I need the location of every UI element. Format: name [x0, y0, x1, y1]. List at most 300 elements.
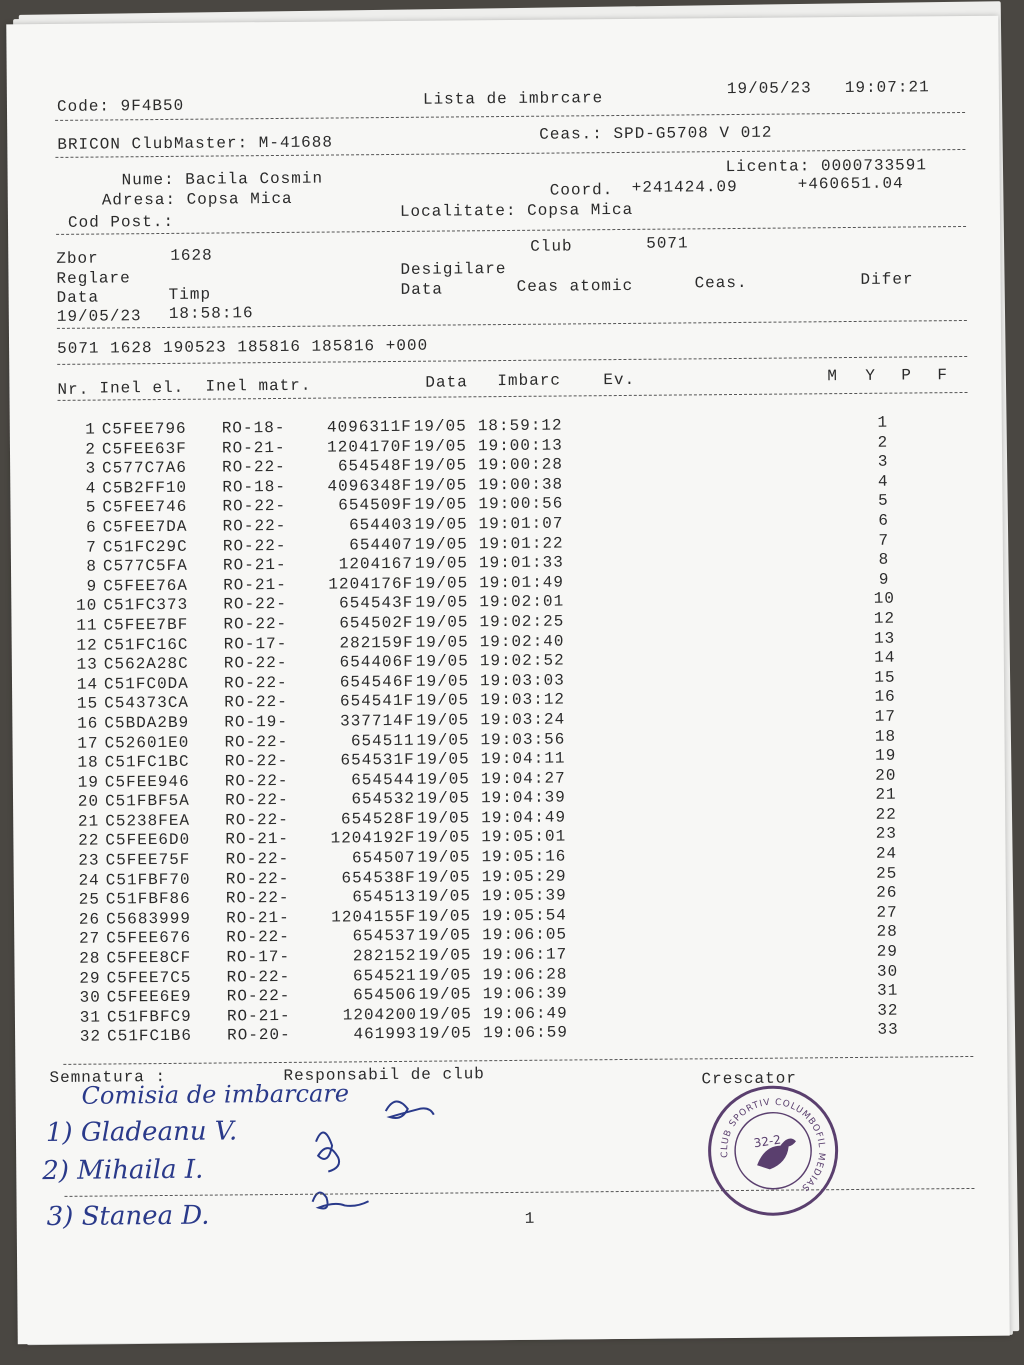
row-m: 2: [877, 433, 889, 452]
basketing-table: [58, 413, 983, 1048]
row-ring-prefix: RO-22-: [223, 595, 288, 614]
row-nr: 6: [85, 518, 97, 537]
row-ring-prefix: RO-22-: [225, 810, 289, 830]
row-inel-el: C5FEE676: [106, 929, 192, 948]
row-ev: [560, 629, 870, 651]
row-date: 19/05: [418, 985, 472, 1005]
coord-label: Coord.: [549, 181, 614, 200]
row-inel-el: C51FC0DA: [103, 674, 189, 694]
row-ring-prefix: RO-17-: [226, 947, 291, 967]
row-time: 19:04:11: [480, 749, 566, 769]
row-nr: 15: [76, 694, 99, 714]
row-inel-matr: 654403: [348, 515, 413, 535]
row-nr: 18: [77, 753, 99, 772]
page-number: 1: [524, 1209, 536, 1228]
row-ev: [559, 610, 869, 632]
row-time: 19:04:39: [480, 788, 566, 808]
row-time: 19:02:40: [479, 632, 565, 651]
row-ring-prefix: RO-22-: [225, 869, 290, 889]
row-date: 19/05: [414, 534, 468, 554]
row-nr: 27: [78, 930, 101, 949]
row-time: 19:06:39: [482, 984, 568, 1004]
row-inel-matr: 654543F: [339, 594, 414, 613]
row-ev: [559, 512, 869, 534]
flight-number: 1628: [170, 246, 213, 265]
row-time: 19:06:17: [482, 945, 568, 965]
row-nr: 16: [77, 714, 99, 733]
row-ring-prefix: RO-17-: [223, 634, 288, 654]
row-inel-matr: 1204176F: [328, 574, 414, 594]
row-nr: 29: [79, 969, 101, 988]
row-inel-matr: 654513: [352, 888, 416, 907]
row-inel-matr: 654406F: [339, 652, 414, 672]
row-ev: [562, 923, 872, 945]
col-nr: Nr.: [57, 380, 90, 399]
code-label: Code: 9F4B50: [56, 96, 185, 116]
row-ev: [559, 531, 869, 553]
row-ring-prefix: RO-21-: [225, 908, 290, 928]
row-nr: 20: [77, 792, 100, 812]
row-time: 19:02:25: [479, 612, 565, 632]
row-date: 19/05: [418, 965, 472, 985]
row-inel-el: C5FEE7DA: [102, 517, 188, 537]
row-inel-el: C51FC1B6: [107, 1027, 192, 1046]
fancier-address: Adresa: Copsa Mica: [101, 189, 293, 210]
divider: [56, 226, 966, 235]
row-inel-el: C52601E0: [104, 733, 190, 753]
col-p: P: [901, 366, 913, 385]
row-m: 29: [876, 942, 899, 961]
row-inel-el: C5BDA2B9: [104, 713, 190, 733]
row-inel-matr: 1204192F: [330, 829, 416, 849]
col-f: F: [937, 366, 949, 385]
row-time: 19:03:24: [480, 710, 566, 730]
row-time: 19:01:49: [479, 573, 565, 592]
row-ring-prefix: RO-22-: [225, 849, 290, 869]
row-nr: 11: [76, 616, 98, 635]
row-time: 19:03:12: [480, 690, 566, 710]
row-inel-el: C577C7A6: [102, 458, 188, 478]
row-nr: 21: [77, 812, 100, 831]
row-ev: [560, 669, 870, 691]
row-m: 10: [873, 589, 895, 609]
row-inel-matr: 4096311F: [326, 417, 412, 437]
row-date: 19/05: [419, 1024, 473, 1044]
row-m: 22: [875, 805, 897, 824]
row-ring-prefix: RO-22-: [224, 693, 288, 712]
clock-label: Ceas.: [694, 273, 748, 293]
row-date: 19/05: [416, 711, 470, 730]
row-m: 15: [874, 668, 896, 687]
row-inel-matr: 654538F: [341, 868, 416, 888]
row-nr: 14: [76, 675, 99, 694]
row-time: 19:00:38: [478, 475, 564, 495]
row-ring-prefix: RO-22-: [222, 497, 287, 516]
row-inel-el: C562A28C: [103, 654, 189, 674]
col-ev: Ev.: [603, 370, 636, 390]
col-inel-matr: Inel matr.: [205, 376, 312, 396]
row-inel-el: C51FBF70: [105, 870, 191, 890]
row-m: 25: [876, 864, 898, 883]
row-nr: 26: [78, 910, 101, 929]
row-inel-matr: 461993: [353, 1025, 418, 1044]
row-date: 19/05: [417, 809, 471, 828]
row-inel-el: C5FEE946: [104, 772, 190, 792]
row-ev: [558, 473, 868, 495]
print-time: 19:07:21: [844, 78, 930, 98]
row-ring-prefix: RO-22-: [222, 516, 287, 536]
row-ev: [562, 962, 872, 984]
summary-line: 5071 1628 190523 185816 185816 +000: [57, 336, 429, 358]
row-m: 6: [878, 511, 889, 530]
row-time: 19:05:16: [481, 847, 567, 867]
row-time: 19:05:39: [481, 886, 567, 906]
row-nr: 5: [85, 498, 97, 518]
row-date: 19/05: [415, 652, 469, 671]
row-inel-matr: 654544: [351, 770, 415, 790]
row-inel-matr: 282159F: [339, 633, 414, 653]
row-inel-matr: 654531F: [340, 750, 415, 770]
data-label: Data: [56, 288, 100, 307]
coord-y: +460651.04: [797, 174, 904, 194]
row-inel-el: C54373CA: [104, 694, 190, 713]
club-stamp: [699, 1077, 847, 1225]
stamp-number: 32-2: [752, 1132, 782, 1151]
reglare-time: 18:58:16: [168, 304, 254, 323]
row-date: 19/05: [415, 613, 469, 632]
row-ev: [561, 806, 871, 828]
row-time: 19:06:59: [483, 1023, 568, 1043]
row-date: 19/05: [414, 515, 468, 534]
row-inel-matr: 4096348F: [327, 476, 413, 496]
row-inel-matr: 1204155F: [331, 907, 417, 927]
row-m: 5: [878, 492, 889, 511]
row-date: 19/05: [416, 691, 470, 711]
row-ring-prefix: RO-22-: [222, 458, 286, 477]
row-ring-prefix: RO-18-: [221, 418, 286, 438]
row-ev: [563, 1021, 873, 1043]
row-date: 19/05: [416, 789, 471, 809]
row-nr: 4: [85, 479, 97, 498]
stamp-text: CLUB SPORTIV COLUMBOFIL MEDIAS: [719, 1097, 827, 1193]
row-m: 32: [877, 1001, 899, 1020]
row-nr: 28: [79, 949, 101, 968]
clubmaster-id: BRICON ClubMaster: M-41688: [57, 133, 334, 154]
club-responsible-label: Responsabil de club: [283, 1065, 485, 1085]
row-date: 19/05: [414, 456, 468, 475]
desigilare-label: Desigilare: [400, 259, 507, 279]
row-date: 19/05: [413, 436, 468, 456]
row-m: 27: [876, 903, 898, 922]
handwritten-committee: Comisia de imbarcare: [81, 1079, 350, 1110]
row-time: 19:03:56: [480, 730, 566, 749]
row-inel-el: C5FEE7BF: [103, 615, 189, 635]
row-ev: [562, 943, 872, 965]
row-inel-matr: 654511: [350, 731, 415, 750]
row-inel-el: C5FEE7C5: [106, 968, 192, 988]
row-date: 19/05: [417, 887, 471, 907]
row-nr: 3: [85, 459, 97, 478]
row-ev: [559, 551, 869, 573]
row-inel-el: C51FBFC9: [106, 1007, 192, 1027]
row-ev: [560, 649, 870, 671]
row-date: 19/05: [415, 574, 469, 593]
divider: [63, 1056, 973, 1065]
row-ring-prefix: RO-22-: [226, 928, 290, 947]
postal-code-label: Cod Post.:: [67, 212, 175, 232]
row-inel-el: C51FC1BC: [104, 752, 190, 772]
row-time: 19:04:27: [480, 769, 566, 788]
row-nr: 13: [76, 655, 98, 674]
row-date: 19/05: [417, 848, 471, 867]
row-ring-prefix: RO-21-: [223, 575, 287, 595]
document-page: [6, 16, 1009, 1345]
divider: [58, 392, 968, 401]
row-m: 12: [873, 609, 896, 628]
row-date: 19/05: [413, 417, 467, 436]
handwritten-member-3: 3) Stanea D.: [46, 1200, 210, 1233]
row-inel-matr: 1204167: [338, 554, 414, 574]
row-inel-matr: 337714F: [340, 711, 415, 731]
row-date: 19/05: [414, 495, 468, 515]
coord-x: +241424.09: [631, 177, 738, 197]
row-inel-matr: 654548F: [337, 457, 413, 476]
breeder-label: Crescator: [701, 1069, 797, 1089]
locality: Localitate: Copsa Mica: [399, 200, 634, 221]
row-inel-matr: 654506: [353, 986, 417, 1005]
row-ring-prefix: RO-22-: [223, 673, 288, 693]
row-time: 19:05:54: [481, 906, 567, 926]
difference-label: Difer: [860, 270, 914, 289]
row-inel-matr: 282152: [352, 946, 417, 966]
row-nr: 2: [85, 440, 97, 459]
row-time: 19:01:07: [478, 514, 564, 534]
row-time: 19:01:22: [478, 534, 564, 553]
row-inel-matr: 1204170F: [327, 437, 413, 457]
row-date: 19/05: [418, 1005, 473, 1024]
row-m: 21: [875, 785, 897, 805]
row-ev: [559, 571, 869, 593]
row-ev: [561, 825, 871, 847]
row-nr: 31: [79, 1008, 102, 1027]
row-ev: [562, 864, 872, 886]
row-ring-prefix: RO-19-: [224, 712, 289, 732]
row-date: 19/05: [417, 828, 471, 848]
row-ev: [558, 453, 868, 475]
row-ev: [559, 590, 869, 612]
data-label-2: Data: [400, 280, 444, 299]
row-inel-el: C5FEE75F: [105, 850, 191, 870]
row-nr: 32: [79, 1027, 102, 1047]
row-ring-prefix: RO-21-: [226, 1006, 291, 1026]
row-nr: 25: [78, 890, 100, 910]
row-inel-matr: 654509F: [338, 496, 413, 515]
col-y: Y: [865, 366, 877, 385]
row-inel-matr: 654528F: [340, 809, 416, 829]
divider: [55, 112, 965, 121]
row-time: 19:05:29: [481, 867, 567, 886]
row-date: 19/05: [415, 593, 469, 613]
row-ring-prefix: RO-21-: [221, 438, 286, 458]
row-m: 31: [877, 981, 899, 1001]
row-ring-prefix: RO-22-: [222, 536, 287, 556]
row-inel-el: C5FEE76A: [103, 576, 189, 596]
row-date: 19/05: [416, 730, 470, 750]
col-inel-el: Inel el.: [99, 378, 185, 398]
row-ev: [563, 982, 873, 1004]
row-inel-matr: 654407: [349, 535, 413, 554]
row-ring-prefix: RO-21-: [222, 556, 287, 575]
reglare-label: Reglare: [56, 269, 131, 288]
fancier-name: Nume: Bacila Cosmin: [121, 169, 324, 190]
col-data: Data: [425, 373, 468, 392]
row-date: 19/05: [417, 907, 472, 926]
reglare-date: 19/05/23: [56, 307, 142, 326]
row-inel-el: C577C5FA: [102, 556, 188, 576]
row-nr: 23: [78, 851, 100, 870]
row-ev: [563, 1002, 873, 1024]
row-inel-el: C5B2FF10: [102, 478, 188, 498]
row-ring-prefix: RO-22-: [224, 771, 289, 791]
row-inel-el: C5683999: [105, 909, 191, 929]
col-imbarc: Imbarc: [497, 371, 562, 391]
row-ev: [561, 845, 871, 867]
row-ev: [560, 727, 870, 749]
row-time: 19:05:01: [481, 827, 567, 847]
row-m: 20: [875, 766, 897, 785]
row-date: 19/05: [415, 632, 469, 652]
row-m: 16: [874, 687, 896, 707]
row-ev: [558, 414, 868, 436]
club-number: 5071: [646, 234, 689, 253]
row-m: 13: [873, 629, 896, 648]
row-time: 19:03:03: [479, 671, 565, 690]
row-inel-matr: 654521: [352, 966, 417, 985]
row-inel-matr: 654507: [351, 848, 416, 868]
row-m: 9: [878, 570, 890, 589]
signature-scribbles: [275, 1080, 496, 1232]
row-ring-prefix: RO-22-: [226, 967, 291, 987]
row-time: 19:01:33: [478, 553, 564, 573]
atomic-clock-label: Ceas atomic: [516, 276, 634, 296]
row-ev: [560, 688, 870, 710]
row-m: 19: [874, 746, 897, 765]
signature-label: Semnatura :: [49, 1067, 167, 1088]
row-inel-el: C5FEE63F: [101, 439, 187, 459]
row-m: 17: [874, 707, 897, 726]
row-nr: 19: [77, 773, 99, 792]
row-date: 19/05: [414, 476, 468, 495]
row-date: 19/05: [418, 926, 472, 946]
row-nr: 7: [86, 538, 97, 557]
row-ring-prefix: RO-21-: [225, 830, 290, 849]
row-nr: 24: [78, 871, 100, 890]
row-ring-prefix: RO-22-: [225, 889, 290, 908]
row-ev: [558, 492, 868, 514]
row-date: 19/05: [415, 672, 470, 691]
row-nr: 9: [86, 577, 98, 596]
row-ev: [561, 767, 871, 789]
handwritten-member-1: 1) Gladeanu V.: [45, 1116, 238, 1149]
club-label: Club: [530, 237, 573, 256]
row-m: 18: [874, 727, 897, 746]
row-m: 33: [877, 1021, 899, 1040]
stamp-ring: [703, 1080, 844, 1221]
row-nr: 17: [77, 734, 99, 753]
row-inel-el: C5FEE746: [102, 498, 188, 517]
row-ev: [561, 747, 871, 769]
row-ev: [562, 884, 872, 906]
row-nr: 10: [76, 596, 98, 616]
row-date: 19/05: [414, 554, 469, 573]
row-m: 14: [874, 648, 896, 667]
licence-number: Licenta: 0000733591: [725, 156, 928, 177]
row-ring-prefix: RO-22-: [224, 791, 289, 810]
row-date: 19/05: [416, 750, 470, 769]
row-time: 19:06:05: [482, 925, 568, 945]
row-inel-matr: 654537: [352, 927, 417, 946]
row-ring-prefix: RO-20-: [227, 1026, 291, 1045]
row-m: 23: [875, 825, 898, 844]
row-inel-el: C5FEE8CF: [106, 948, 192, 968]
row-ring-prefix: RO-22-: [224, 752, 289, 771]
row-inel-el: C5238FEA: [105, 811, 191, 831]
row-nr: 22: [78, 832, 100, 851]
row-inel-matr: 1204200: [342, 1005, 417, 1025]
handwritten-member-2: 2) Mihaila I.: [42, 1154, 204, 1187]
row-nr: 1: [85, 420, 96, 439]
row-m: 26: [876, 883, 898, 903]
row-ring-prefix: RO-18-: [222, 477, 286, 497]
row-nr: 30: [79, 988, 101, 1007]
row-inel-matr: 654546F: [339, 672, 415, 692]
document-title: Lista de imbrcare: [422, 89, 604, 109]
row-m: 4: [877, 472, 889, 491]
row-ev: [561, 786, 871, 808]
row-time: 19:06:28: [482, 965, 568, 984]
row-inel-matr: 654541F: [339, 692, 415, 711]
row-date: 19/05: [417, 867, 471, 887]
row-m: 3: [877, 452, 889, 471]
row-date: 19/05: [418, 946, 472, 965]
row-time: 19:06:49: [482, 1004, 568, 1024]
row-m: 28: [876, 923, 898, 942]
row-inel-el: C51FC16C: [103, 635, 189, 655]
row-inel-el: C51FC373: [103, 596, 189, 615]
row-inel-matr: 654502F: [339, 613, 414, 633]
row-nr: 8: [86, 557, 98, 576]
timp-label: Timp: [168, 285, 212, 304]
row-m: 8: [878, 550, 890, 569]
row-inel-el: C51FC29C: [102, 537, 188, 557]
row-time: 19:02:01: [479, 592, 565, 612]
col-m: M: [827, 367, 839, 386]
row-time: 18:59:12: [477, 416, 563, 436]
row-time: 19:04:49: [481, 808, 567, 828]
print-date: 19/05/23: [726, 79, 812, 99]
row-inel-el: C5FEE796: [101, 419, 187, 439]
row-m: 30: [876, 962, 899, 981]
row-ev: [562, 904, 872, 926]
row-m: 24: [875, 844, 898, 863]
row-time: 19:00:56: [478, 494, 564, 514]
row-inel-matr: 654532: [351, 790, 416, 809]
row-ring-prefix: RO-22-: [223, 654, 288, 673]
row-m: 7: [878, 531, 890, 550]
row-nr: 12: [76, 636, 98, 655]
row-ring-prefix: RO-22-: [226, 987, 291, 1006]
row-inel-el: C51FBF5A: [104, 792, 190, 811]
